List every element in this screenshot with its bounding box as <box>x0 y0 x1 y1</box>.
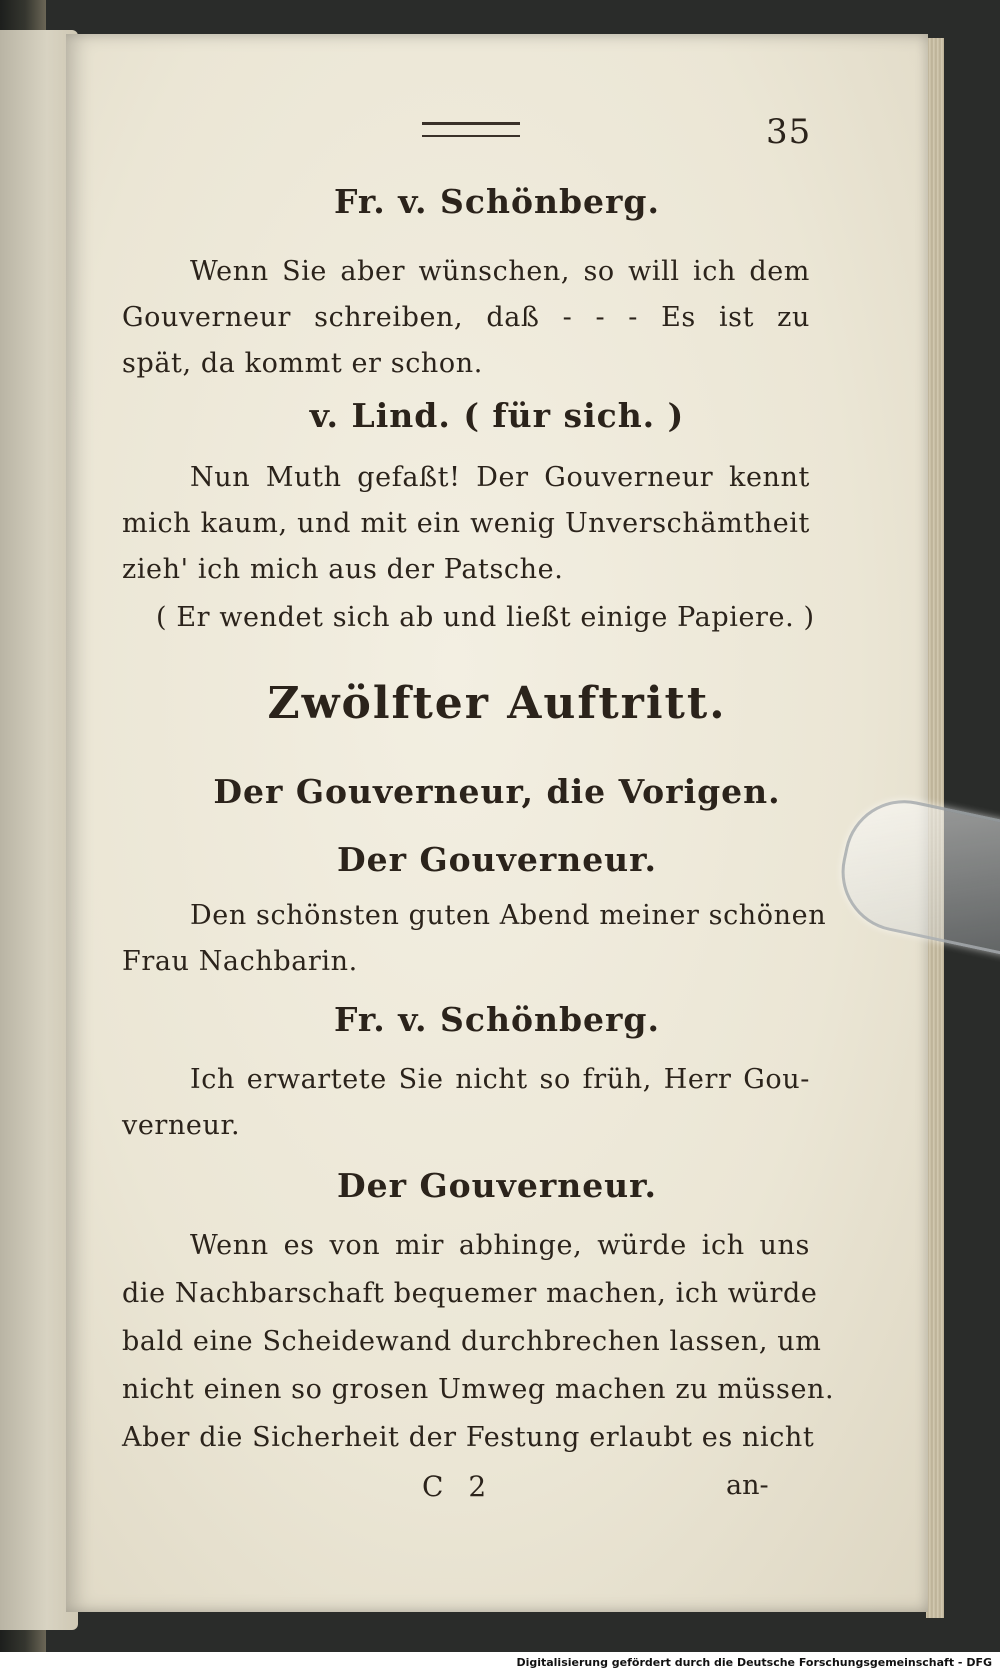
text-line: Gouverneur schreiben, daß - - - Es ist zu <box>122 302 810 333</box>
speaker-heading: Der Gouverneur. <box>336 840 658 879</box>
page-text <box>66 34 928 1612</box>
text-line: Wenn Sie aber wünschen, so will ich dem <box>190 256 810 287</box>
speaker-heading: Fr. v. Schönberg. <box>334 182 660 221</box>
text-line: mich kaum, und mit ein wenig Unverschämtheit <box>122 508 810 539</box>
cast-list: Der Gouverneur, die Vorigen. <box>213 772 781 811</box>
signature-mark: C 2 <box>422 1470 495 1503</box>
text-line: zieh' ich mich aus der Patsche. <box>122 554 564 585</box>
text-line: Ich erwartete Sie nicht so früh, Herr Gou- <box>190 1064 810 1095</box>
funding-credit: Digitalisierung gefördert durch die Deutsche Forschungsgemeinschaft - DFG <box>516 1656 992 1669</box>
text-line: Frau Nachbarin. <box>122 946 358 977</box>
text-line: verneur. <box>122 1110 241 1141</box>
page-number: 35 <box>766 112 812 152</box>
speaker-heading: Fr. v. Schönberg. <box>334 1000 660 1039</box>
book-page <box>66 34 928 1612</box>
text-line: spät, da kommt er schon. <box>122 348 483 379</box>
header-rule <box>422 122 520 137</box>
scene-title: Zwölfter Auftritt. <box>267 678 727 729</box>
speaker-heading: Der Gouverneur. <box>336 1166 658 1205</box>
speaker-heading: v. Lind. ( für sich. ) <box>309 396 685 435</box>
text-line: bald eine Scheidewand durchbrechen lassen, um <box>122 1326 822 1357</box>
stage-direction: ( Er wendet sich ab und ließt einige Papiere. ) <box>156 602 815 633</box>
footer-bar <box>0 1652 1000 1676</box>
text-line: nicht einen so grosen Umweg machen zu müssen. <box>122 1374 835 1405</box>
catchword: an- <box>726 1470 769 1501</box>
text-line: die Nachbarschaft bequemer machen, ich würde <box>122 1278 818 1309</box>
text-line: Den schönsten guten Abend meiner schönen <box>190 900 827 931</box>
text-line: Wenn es von mir abhinge, würde ich uns <box>190 1230 810 1261</box>
text-line: Nun Muth gefaßt! Der Gouverneur kennt <box>190 462 810 493</box>
text-line: Aber die Sicherheit der Festung erlaubt es nicht <box>122 1422 815 1453</box>
